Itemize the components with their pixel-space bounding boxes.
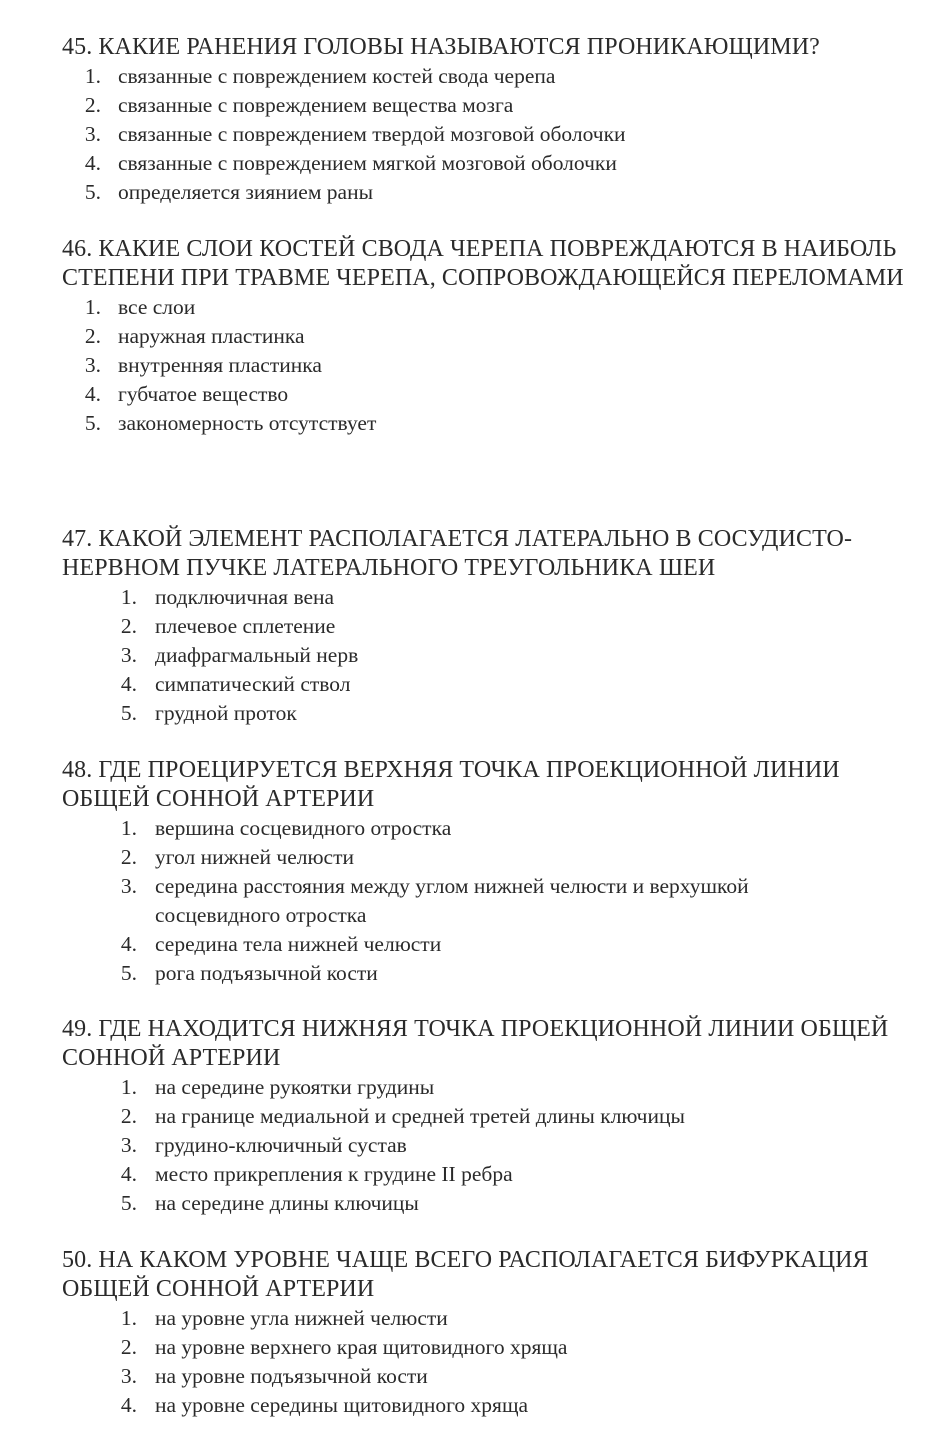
option-number: 3. (120, 874, 137, 898)
question-49 (0, 1015, 941, 1218)
option-text: на уровне угла нижней челюсти (155, 1306, 448, 1330)
answer-list (0, 814, 941, 988)
option-number: 3. (120, 643, 137, 667)
option-text: середина расстояния между углом нижней челюсти и верхушкой сосцевидного отростка (155, 874, 749, 927)
answer-option (0, 293, 941, 322)
answer-option (0, 1160, 941, 1189)
answer-list (0, 1073, 941, 1218)
option-text: закономерность отсутствует (118, 411, 377, 435)
answer-list (0, 293, 941, 438)
option-text: на уровне верхнего края щитовидного хряща (155, 1335, 568, 1359)
answer-option (0, 91, 941, 120)
option-text: середина тела нижней челюсти (155, 932, 442, 956)
answer-option (0, 149, 941, 178)
answer-option (0, 62, 941, 91)
option-text: рога подъязычной кости (155, 961, 378, 985)
option-text: на границе медиальной и средней третей длины ключицы (155, 1104, 685, 1128)
option-text: вершина сосцевидного отростка (155, 816, 452, 840)
option-number: 1. (120, 1075, 137, 1099)
answer-option (0, 380, 941, 409)
answer-option (0, 351, 941, 380)
answer-option (0, 322, 941, 351)
answer-option (0, 699, 941, 728)
answer-option (0, 670, 941, 699)
option-number: 5. (120, 701, 137, 725)
answer-option (0, 1189, 941, 1218)
option-number: 2. (120, 1335, 137, 1359)
option-number: 4. (120, 672, 137, 696)
option-text: угол нижней челюсти (155, 845, 354, 869)
answer-option (0, 1391, 941, 1420)
option-text: определяется зиянием раны (118, 180, 374, 204)
option-number: 1. (120, 1306, 137, 1330)
option-number: 2. (84, 324, 101, 348)
question-50 (0, 1246, 941, 1420)
answer-option (0, 583, 941, 612)
option-text: на уровне подъязычной кости (155, 1364, 428, 1388)
option-number: 3. (84, 122, 101, 146)
option-number: 5. (120, 1191, 137, 1215)
option-number: 5. (84, 180, 101, 204)
answer-option (0, 1102, 941, 1131)
option-number: 4. (120, 1162, 137, 1186)
question-title: 50. НА КАКОМ УРОВНЕ ЧАЩЕ ВСЕГО РАСПОЛАГАЕТСЯ БИФУРКАЦИЯ ОБЩЕЙ СОННОЙ АРТЕРИИ (62, 1247, 869, 1302)
question-45 (0, 33, 941, 207)
question-title: 47. КАКОЙ ЭЛЕМЕНТ РАСПОЛАГАЕТСЯ ЛАТЕРАЛЬНО В СОСУДИСТО-НЕРВНОМ ПУЧКЕ ЛАТЕРАЛЬНОГО ТРЕУГОЛЬНИКА ШЕИ (62, 526, 853, 581)
answer-option (0, 178, 941, 207)
option-text: связанные с повреждением вещества мозга (118, 93, 514, 117)
question-46 (0, 235, 941, 438)
answer-list (0, 583, 941, 728)
question-title: 46. КАКИЕ СЛОИ КОСТЕЙ СВОДА ЧЕРЕПА ПОВРЕЖДАЮТСЯ В НАИБОЛЬ СТЕПЕНИ ПРИ ТРАВМЕ ЧЕРЕПА, СОПРОВОЖДАЮЩЕЙСЯ ПЕРЕЛОМАМИ (62, 236, 904, 291)
option-number: 4. (84, 382, 101, 406)
question-title: 45. КАКИЕ РАНЕНИЯ ГОЛОВЫ НАЗЫВАЮТСЯ ПРОНИКАЮЩИМИ? (62, 34, 820, 60)
option-number: 5. (120, 961, 137, 985)
option-text: на уровне середины щитовидного хряща (155, 1393, 529, 1417)
option-number: 3. (120, 1364, 137, 1388)
option-text: внутренняя пластинка (118, 353, 322, 377)
option-text: наружная пластинка (118, 324, 305, 348)
option-text: на середине рукоятки грудины (155, 1075, 435, 1099)
option-text: связанные с повреждением твердой мозговой оболочки (118, 122, 626, 146)
option-number: 1. (120, 816, 137, 840)
answer-list (0, 62, 941, 207)
option-text: губчатое вещество (118, 382, 289, 406)
option-number: 4. (84, 151, 101, 175)
option-number: 2. (84, 93, 101, 117)
answer-list (0, 1304, 941, 1420)
question-title: 49. ГДЕ НАХОДИТСЯ НИЖНЯЯ ТОЧКА ПРОЕКЦИОННОЙ ЛИНИИ ОБЩЕЙ СОННОЙ АРТЕРИИ (62, 1016, 889, 1071)
option-text: диафрагмальный нерв (155, 643, 359, 667)
option-text: грудной проток (155, 701, 297, 725)
question-47 (0, 525, 941, 728)
answer-option (0, 120, 941, 149)
option-text: подключичная вена (155, 585, 335, 609)
option-number: 3. (84, 353, 101, 377)
answer-option (0, 959, 941, 988)
answer-option (0, 641, 941, 670)
answer-option (0, 930, 941, 959)
option-text: на середине длины ключицы (155, 1191, 419, 1215)
answer-option (0, 872, 941, 930)
option-text: грудино-ключичный сустав (155, 1133, 407, 1157)
answer-option (0, 1362, 941, 1391)
option-text: связанные с повреждением костей свода черепа (118, 64, 556, 88)
answer-option (0, 612, 941, 641)
option-number: 5. (84, 411, 101, 435)
option-number: 4. (120, 1393, 137, 1417)
answer-option (0, 409, 941, 438)
answer-option (0, 1333, 941, 1362)
option-text: симпатический ствол (155, 672, 351, 696)
answer-option (0, 1131, 941, 1160)
option-number: 2. (120, 614, 137, 638)
option-number: 2. (120, 1104, 137, 1128)
option-number: 2. (120, 845, 137, 869)
option-number: 1. (84, 295, 101, 319)
option-text: плечевое сплетение (155, 614, 336, 638)
option-number: 4. (120, 932, 137, 956)
question-title: 48. ГДЕ ПРОЕЦИРУЕТСЯ ВЕРХНЯЯ ТОЧКА ПРОЕКЦИОННОЙ ЛИНИИ ОБЩЕЙ СОННОЙ АРТЕРИИ (62, 757, 840, 812)
option-text: связанные с повреждением мягкой мозговой оболочки (118, 151, 617, 175)
option-number: 1. (120, 585, 137, 609)
answer-option (0, 843, 941, 872)
question-48 (0, 756, 941, 988)
answer-option (0, 1304, 941, 1333)
option-number: 3. (120, 1133, 137, 1157)
answer-option (0, 814, 941, 843)
option-number: 1. (84, 64, 101, 88)
option-text: все слои (118, 295, 196, 319)
answer-option (0, 1073, 941, 1102)
option-text: место прикрепления к грудине II ребра (155, 1162, 513, 1186)
